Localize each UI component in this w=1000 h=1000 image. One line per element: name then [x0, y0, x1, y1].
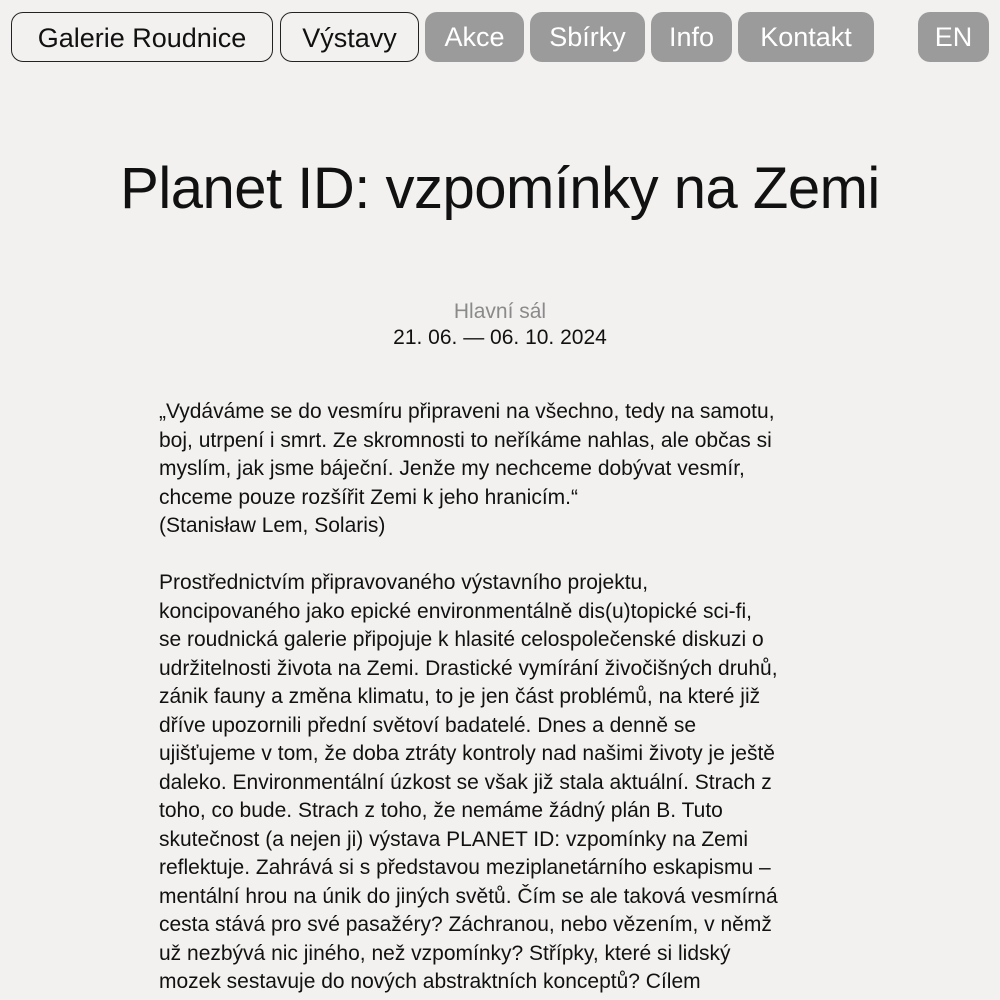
nav-info-button[interactable]: Info [651, 12, 732, 62]
page-title: Planet ID: vzpomínky na Zemi [120, 156, 880, 221]
description-line: ujišťujeme v tom, že doba ztráty kontroly nad našimi životy je ještě [159, 742, 775, 765]
nav-collections-button[interactable]: Sbírky [530, 12, 645, 62]
exhibition-text [159, 398, 859, 997]
description-line: zánik fauny a změna klimatu, to je jen část problémů, na které již [159, 685, 761, 708]
language-switch-button[interactable]: EN [918, 12, 989, 62]
nav-contact-button[interactable]: Kontakt [738, 12, 874, 62]
description-line: už nezbývá nic jiného, než vzpomínky? Střípky, které si lidský [159, 941, 731, 965]
description-line: cesta stává pro své pasažéry? Záchranou, nebo vězením, v němž [159, 913, 772, 936]
description-line: Prostřednictvím připravovaného výstavního projektu, [159, 571, 649, 594]
exhibition-dates: 21. 06. — 06. 10. 2024 [393, 326, 607, 349]
main-navigation [11, 12, 989, 62]
description-line: udržitelnosti života na Zemi. Drastické vymírání živočišných druhů, [159, 656, 778, 680]
quote-line: chceme pouze rozšířit Zemi k jeho hranicím.“ [159, 485, 578, 509]
description-line: dříve upozornili přední světoví badatelé. Dnes a denně se [159, 713, 697, 737]
description-line: koncipovaného jako epické environmentálně dis(u)topické sci-fi, [159, 599, 752, 623]
description-line: mentální hrou na únik do jiných světů. Čím se ale taková vesmírná [159, 884, 778, 908]
nav-home-button[interactable]: Galerie Roudnice [11, 12, 273, 62]
quote-attribution: (Stanisław Lem, Solaris) [159, 514, 386, 537]
description-line: mozek sestavuje do nových abstraktních konceptů? Cílem [159, 970, 701, 993]
description-line: daleko. Environmentální úzkost se však již stala aktuální. Strach z [159, 770, 772, 794]
nav-exhibitions-button[interactable]: Výstavy [280, 12, 419, 62]
paragraph-gap [159, 541, 859, 570]
description-line: se roudnická galerie připojuje k hlasité celospolečenské diskuzi o [159, 628, 764, 651]
description-line: toho, co bude. Strach z toho, že nemáme žádný plán B. Tuto [159, 799, 723, 822]
nav-events-button[interactable]: Akce [425, 12, 524, 62]
description-line: reflektuje. Zahrává si s představou meziplanetárního eskapismu – [159, 856, 771, 879]
exhibition-venue: Hlavní sál [453, 300, 547, 323]
quote-line: boj, utrpení i smrt. Ze skromnosti to neříkáme nahlas, ale občas si [159, 428, 772, 452]
description-line: skutečnost (a nejen ji) výstava PLANET ID: vzpomínky na Zemi [159, 827, 749, 851]
quote-line: myslím, jak jsme báječní. Jenže my nechceme dobývat vesmír, [159, 457, 745, 480]
quote-line: „Vydáváme se do vesmíru připraveni na všechno, tedy na samotu, [159, 400, 775, 423]
